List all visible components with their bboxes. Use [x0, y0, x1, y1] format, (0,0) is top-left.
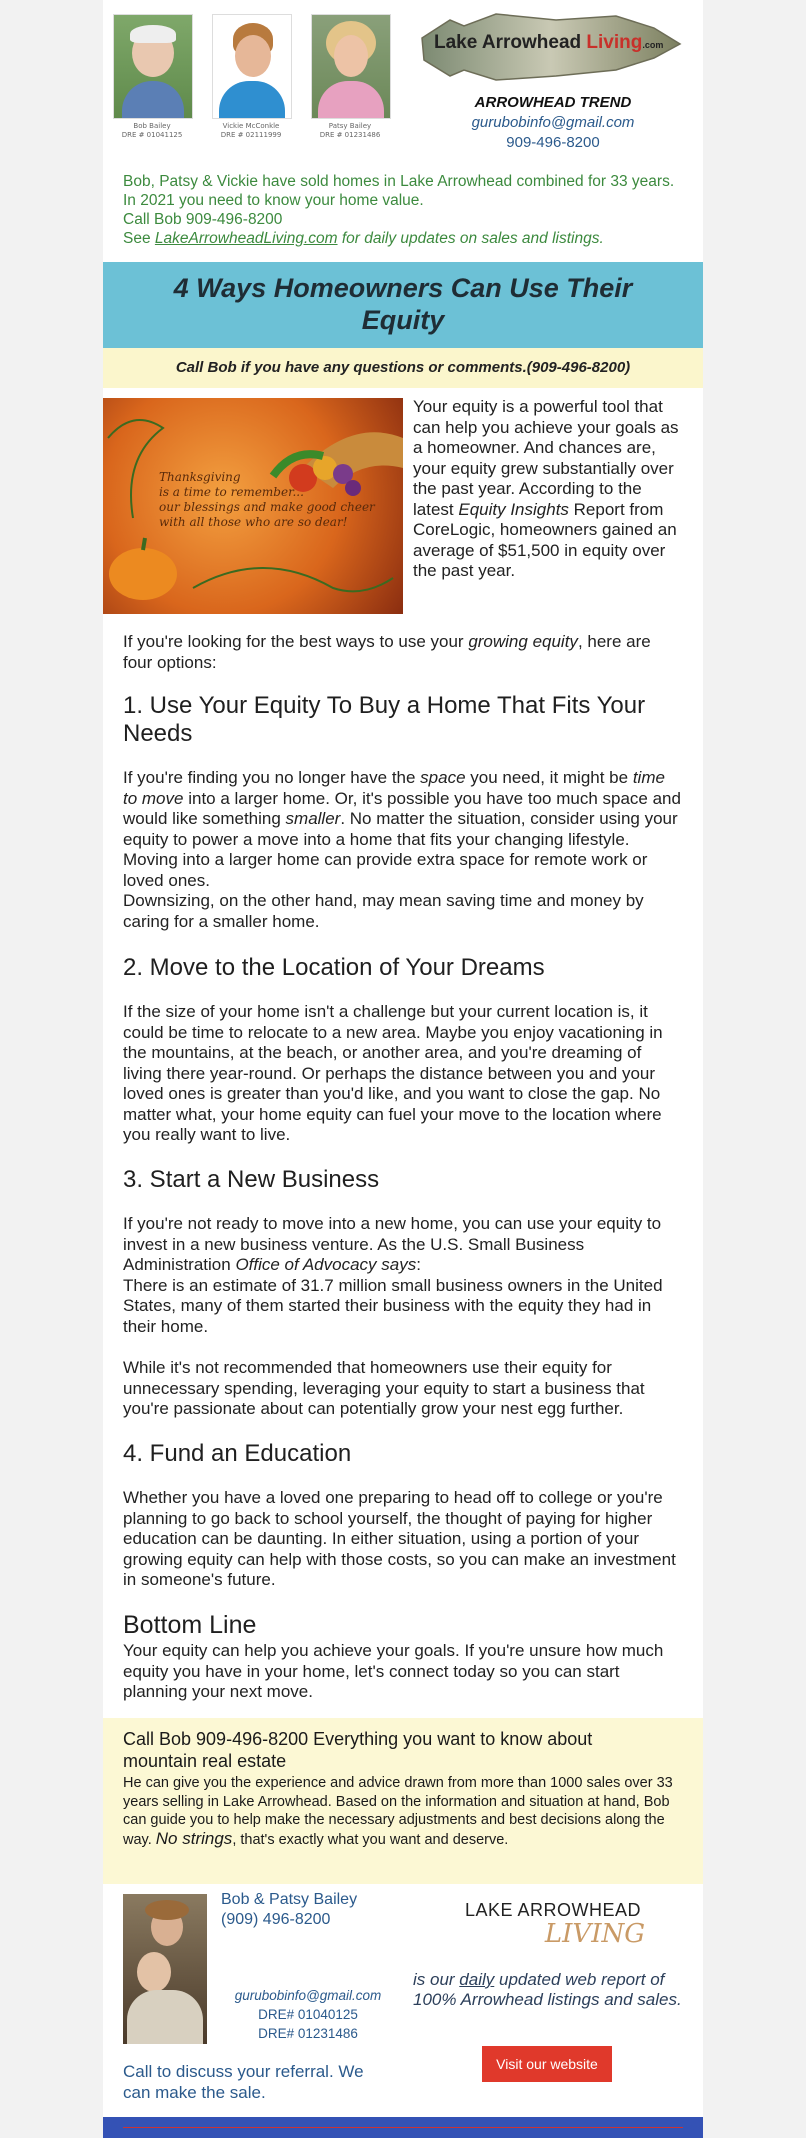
agent-card-patsy: [311, 14, 389, 140]
footer-photo: [123, 1894, 207, 2044]
logo-text-main: Lake Arrowhead: [434, 32, 587, 53]
intro-block: [123, 172, 683, 248]
lead-paragraph: Your equity is a powerful tool that can help you achieve your goals as a homeowner. And chances are, your equity grew substantially over the past year. According to the latest Equity Insights Report from CoreLogic, homeowners gained an average of $51,500 in equity over the past year.: [413, 397, 679, 580]
headline: 4 Ways Homeowners Can Use Their Equity: [173, 273, 633, 335]
intro-line-1: Bob, Patsy & Vickie have sold homes in Lake Arrowhead combined for 33 years. In 2021 you need to know your home value.: [123, 173, 675, 209]
brand-logo[interactable]: [416, 10, 684, 86]
agent-name: Vickie McConkle: [222, 122, 280, 130]
footer-description: is our daily updated web report of 100% Arrowhead listings and sales.: [413, 1970, 682, 2009]
footer-contact: [221, 1890, 401, 1930]
agent-photo-vickie: [212, 14, 292, 119]
intro-line-3: See LakeArrowheadLiving.com for daily updates on sales and listings.: [123, 230, 604, 247]
logo-text-accent: Living: [586, 32, 643, 53]
footer-names: Bob & Patsy Bailey: [221, 1891, 358, 1908]
headline-band: [103, 262, 703, 348]
agent-dre: DRE # 02111999: [220, 131, 282, 139]
agent-dre: DRE # 01041125: [121, 131, 183, 139]
promo-band: [103, 1718, 703, 1884]
footer-credentials: [213, 1986, 403, 2043]
section-3-body: If you're not ready to move into a new home, you can use your equity to invest in a new business venture. As the U.S. Small Business Administration Office of Advocacy says: There is an estimate of 31.7 million small business owners in the United States, many of them started their business with the equity they had in their home.: [123, 1214, 663, 1336]
footer-dre-2: DRE# 01231486: [258, 2026, 358, 2041]
section-4-body: Whether you have a loved one preparing to head off to college or you're planning to go back to school yourself, the thought of paying for higher education can be daunting. In either situation, using a portion of your growing equity can help with those costs, so you can make an investment in someone's future.: [123, 1488, 676, 1589]
footer-bar: [103, 2117, 703, 2138]
agent-photo-bob: [113, 14, 193, 119]
agent-dre: DRE # 01231486: [319, 131, 381, 139]
footer-logo[interactable]: [433, 1900, 673, 1949]
section-3-note: While it's not recommended that homeowners use their equity for unnecessary spending, leveraging your equity to start a business that you're passionate about can potentially grow your nest egg further.: [123, 1358, 645, 1418]
card-line-1: Thanksgiving: [159, 470, 241, 484]
footer-phone[interactable]: (909) 496-8200: [221, 1911, 331, 1928]
section-2-title: 2. Move to the Location of Your Dreams: [123, 954, 545, 981]
header-phone[interactable]: 909-496-8200: [506, 134, 600, 151]
card-line-2: is a time to remember...: [159, 485, 304, 499]
callout-band: [103, 348, 703, 388]
bottom-line-body: Your equity can help you achieve your goals. If you're unsure how much equity you have in your home, let's connect today so you can start planning your next move.: [123, 1641, 664, 1701]
header-email[interactable]: gurubobinfo@gmail.com: [471, 114, 635, 131]
newsletter: [103, 0, 703, 2138]
agent-photo-patsy: [311, 14, 391, 119]
tagline: ARROWHEAD TREND: [474, 94, 632, 111]
visit-website-button[interactable]: Visit our website: [482, 2046, 612, 2082]
footer-bar-rule: [123, 2127, 683, 2128]
footer-cta-text: Call to discuss your referral. We can make the sale.: [123, 2062, 364, 2102]
section-1-body: If you're finding you no longer have the space you need, it might be time to move into a larger home. Or, it's possible you have too much space and would like something smaller. No matter the situation, consider using your equity to power a move into a home that fits your changing lifestyle. Moving into a larger home can provide extra space for remote work or loved ones. Downsizing, on the other hand, may mean saving time and money by caring for a smaller home.: [123, 768, 681, 931]
equity-insights-em: Equity Insights: [458, 499, 569, 519]
footer-email[interactable]: gurubobinfo@gmail.com: [234, 1988, 382, 2003]
agent-card-vickie: [212, 14, 290, 140]
promo-body: He can give you the experience and advice drawn from more than 1000 sales over 33 years selling in Lake Arrowhead. Based on the information and situation at hand, Bob can guide you to help make the necessary adjustments and best decisions along the way. No strings, that's exactly what you want and deserve.: [123, 1775, 673, 1848]
thanksgiving-image: [103, 398, 403, 614]
card-line-3: our blessings and make good cheer: [159, 500, 375, 514]
intro-line-2: Call Bob 909-496-8200: [123, 211, 283, 228]
bottom-line-title: Bottom Line: [123, 1611, 257, 1639]
lead-options: If you're looking for the best ways to use your growing equity, here are four options:: [123, 632, 651, 672]
section-3-title: 3. Start a New Business: [123, 1166, 380, 1193]
section-2-body: If the size of your home isn't a challenge but your current location is, it could be time to relocate to a new area. Maybe you enjoy vacationing in the mountains, at the beach, or another area, and you're dreaming of living there year-round. Or perhaps the distance between you and your loved ones is greater than you'd like, and you want to close the gap. No matter what, your home equity can fuel your move to the location where you really want to live.: [123, 1002, 663, 1144]
promo-title: Call Bob 909-496-8200 Everything you want to know about mountain real estate: [123, 1729, 593, 1771]
agent-name: Patsy Bailey: [328, 122, 372, 130]
footer-logo-top: LAKE ARROWHEAD: [464, 1900, 642, 1920]
agent-card-bob: [113, 14, 191, 140]
site-link[interactable]: LakeArrowheadLiving.com: [154, 230, 338, 247]
logo-text-suffix: .com: [642, 40, 664, 50]
footer-dre-1: DRE# 01040125: [258, 2007, 358, 2022]
section-1-title: 1. Use Your Equity To Buy a Home That Fits Your Needs: [123, 692, 646, 747]
footer-logo-bottom: LIVING: [544, 1919, 645, 1949]
callout-text: Call Bob if you have any questions or comments.(909-496-8200): [175, 359, 631, 376]
card-line-4: with all those who are so dear!: [159, 515, 348, 529]
section-4-title: 4. Fund an Education: [123, 1440, 352, 1467]
agent-name: Bob Bailey: [133, 122, 171, 130]
